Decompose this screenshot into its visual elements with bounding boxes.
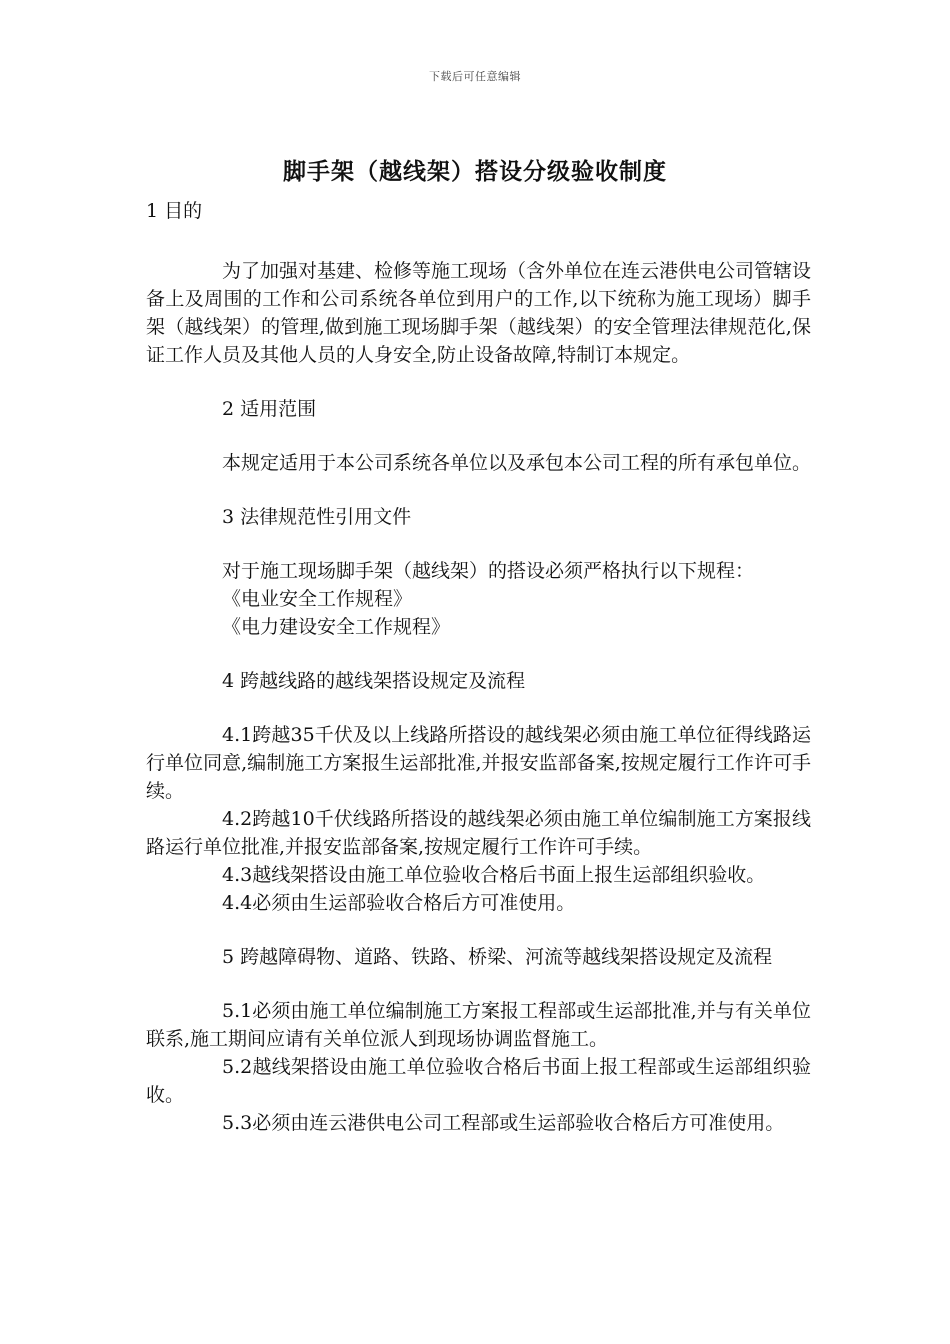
- section-5-heading: 5 跨越障碍物、道路、铁路、桥梁、河流等越线架搭设规定及流程: [222, 946, 773, 968]
- reference-item: 《电业安全工作规程》: [222, 588, 413, 610]
- clause-4-2: 4.2跨越10千伏线路所搭设的越线架必须由施工单位编制施工方案报线路运行单位批准,并报安监部备案,按规定履行工作许可手续。: [146, 808, 811, 858]
- clause-4-4: 4.4必须由生运部验收合格后方可准使用。: [222, 892, 576, 914]
- section-4-heading: 4 跨越线路的越线架搭设规定及流程: [222, 670, 526, 692]
- clause-5-1: 5.1必须由施工单位编制施工方案报工程部或生运部批准,并与有关单位联系,施工期间应请有关单位派人到现场协调监督施工。: [146, 1000, 811, 1050]
- section-1-body: 为了加强对基建、检修等施工现场（含外单位在连云港供电公司管辖设备上及周围的工作和公司系统各单位到用户的工作,以下统称为施工现场）脚手架（越线架）的管理,做到施工现场脚手架（越线架）的安全管理法律规范化,保证工作人员及其他人员的人身安全,防止设备故障,特制订本规定。: [146, 260, 812, 366]
- section-2-heading: 2 适用范围: [222, 398, 317, 420]
- section-1-heading: 1 目的: [146, 200, 203, 222]
- clause-4-1: 4.1跨越35千伏及以上线路所搭设的越线架必须由施工单位征得线路运行单位同意,编制施工方案报生运部批准,并报安监部备案,按规定履行工作许可手续。: [146, 724, 811, 802]
- document-title: 脚手架（越线架）搭设分级验收制度: [283, 158, 667, 185]
- section-3-heading: 3 法律规范性引用文件: [222, 506, 412, 528]
- reference-item: 《电力建设安全工作规程》: [222, 616, 451, 638]
- section-3-body: 对于施工现场脚手架（越线架）的搭设必须严格执行以下规程：: [222, 560, 755, 582]
- clause-4-3: 4.3越线架搭设由施工单位验收合格后书面上报生运部组织验收。: [222, 864, 766, 886]
- clause-5-3: 5.3必须由连云港供电公司工程部或生运部验收合格后方可准使用。: [222, 1112, 785, 1134]
- clause-5-2: 5.2越线架搭设由施工单位验收合格后书面上报工程部或生运部组织验收。: [146, 1056, 811, 1106]
- section-2-body: 本规定适用于本公司系统各单位以及承包本公司工程的所有承包单位。: [222, 452, 812, 474]
- header-note: 下载后可任意编辑: [429, 70, 521, 83]
- document-body: [146, 197, 811, 1137]
